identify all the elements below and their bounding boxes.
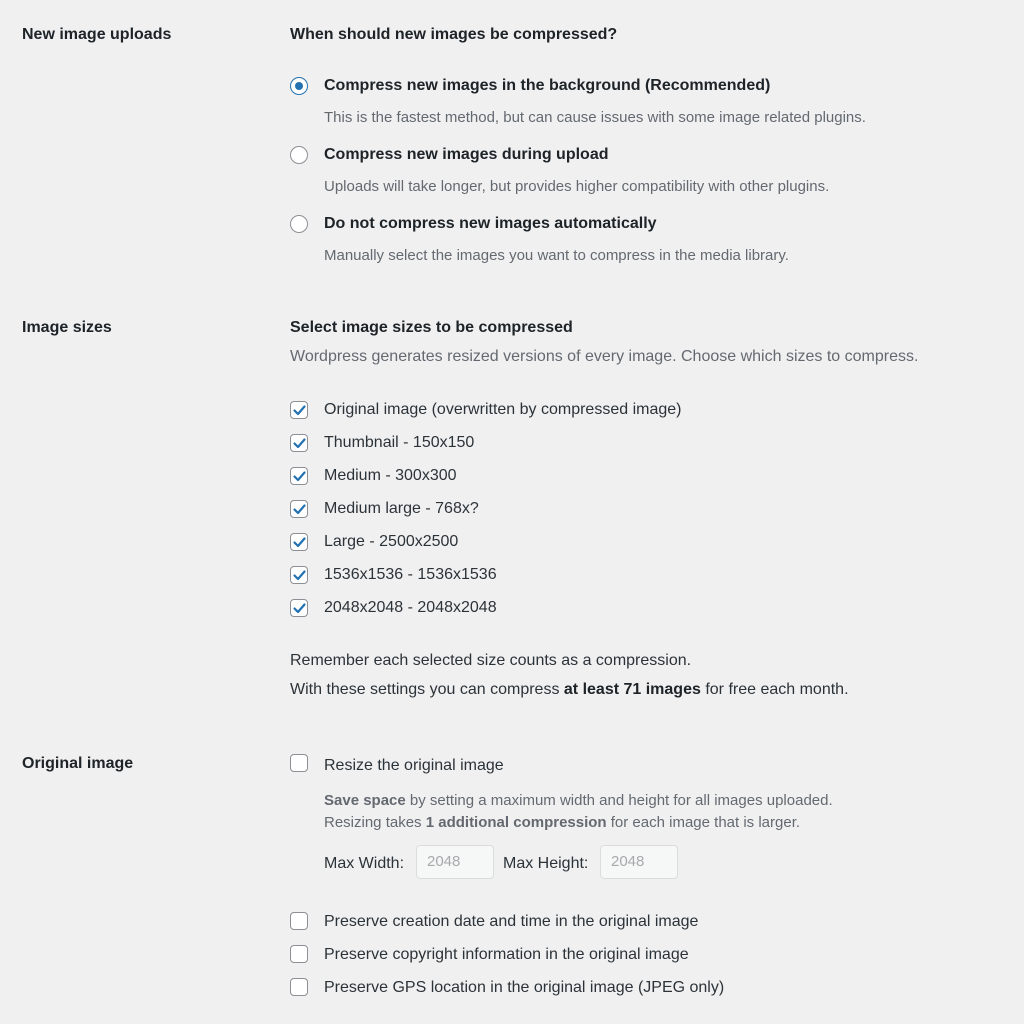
resizing-bold: 1 additional compression [425,814,607,831]
checkbox-preserve-gps[interactable] [290,978,308,996]
radio-background[interactable] [290,77,308,95]
size-label-1536[interactable]: 1536x1536 - 1536x1536 [324,566,497,583]
section-label-image-sizes: Image sizes [22,319,112,336]
resize-original-label[interactable]: Resize the original image [324,757,504,774]
free-info-suffix: for free each month. [700,681,849,698]
option-during-upload-desc: Uploads will take longer, but provides higher compatibility with other plugins. [324,178,830,195]
save-space-bold: Save space [324,792,406,809]
checkbox-size-1536[interactable] [290,566,308,584]
checkbox-size-original[interactable] [290,401,308,419]
checkmark-icon [292,436,307,451]
free-info-count: at least 71 images [563,681,701,698]
max-height-label: Max Height: [503,855,589,872]
checkbox-size-medium[interactable] [290,467,308,485]
option-during-upload-title[interactable]: Compress new images during upload [324,146,609,163]
image-sizes-desc: Wordpress generates resized versions of every image. Choose which sizes to compress. [290,348,919,365]
save-space-rest: by setting a maximum width and height for all images uploaded. [405,792,833,809]
save-space-desc [324,792,833,809]
checkmark-icon [292,535,307,550]
max-height-input[interactable]: 2048 [600,845,678,879]
checkbox-size-2048[interactable] [290,599,308,617]
size-label-original[interactable]: Original image (overwritten by compressed image) [324,401,682,418]
size-label-large[interactable]: Large - 2500x2500 [324,533,459,550]
preserve-date-label[interactable]: Preserve creation date and time in the original image [324,913,699,930]
size-label-2048[interactable]: 2048x2048 - 2048x2048 [324,599,497,616]
option-background-desc: This is the fastest method, but can cause issues with some image related plugins. [324,109,866,126]
image-sizes-heading: Select image sizes to be compressed [290,319,573,336]
size-label-thumbnail[interactable]: Thumbnail - 150x150 [324,434,475,451]
checkmark-icon [292,568,307,583]
resizing-desc [324,814,800,831]
option-no-compress-desc: Manually select the images you want to compress in the media library. [324,247,789,264]
size-label-medium-large[interactable]: Medium large - 768x? [324,500,479,517]
size-label-medium[interactable]: Medium - 300x300 [324,467,457,484]
option-no-compress-title[interactable]: Do not compress new images automatically [324,215,657,232]
max-width-input[interactable]: 2048 [416,845,494,879]
new-uploads-question: When should new images be compressed? [290,26,618,43]
free-info-prefix: With these settings you can compress [290,681,564,698]
max-width-label: Max Width: [324,855,405,872]
section-label-new-uploads: New image uploads [22,26,172,43]
checkbox-size-thumbnail[interactable] [290,434,308,452]
resizing-prefix: Resizing takes [324,814,426,831]
free-compression-info [290,681,849,699]
checkbox-preserve-date[interactable] [290,912,308,930]
option-background-title[interactable]: Compress new images in the background (Recommended) [324,77,771,94]
radio-no-compress[interactable] [290,215,308,233]
checkmark-icon [292,502,307,517]
radio-during-upload[interactable] [290,146,308,164]
preserve-copyright-label[interactable]: Preserve copyright information in the original image [324,946,689,963]
compression-note: Remember each selected size counts as a compression. [290,652,692,669]
preserve-gps-label[interactable]: Preserve GPS location in the original image (JPEG only) [324,979,725,996]
checkbox-size-medium-large[interactable] [290,500,308,518]
checkbox-resize-original[interactable] [290,754,308,772]
checkmark-icon [292,403,307,418]
checkbox-preserve-copyright[interactable] [290,945,308,963]
checkmark-icon [292,469,307,484]
resizing-suffix: for each image that is larger. [606,814,801,831]
section-label-original-image: Original image [22,755,134,772]
checkbox-size-large[interactable] [290,533,308,551]
checkmark-icon [292,601,307,616]
